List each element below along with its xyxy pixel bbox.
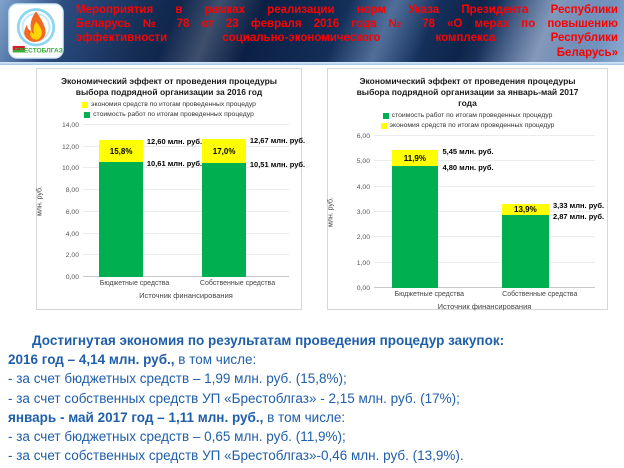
savings-segment (202, 139, 245, 162)
y-axis-tick: 6,00 (65, 208, 79, 216)
savings-percent-label: 15,8% (109, 146, 133, 156)
total-value-label: 5,45 млн. руб. (442, 146, 494, 156)
summary-2017-total-bold: январь - май 2017 год – 1,11 млн. руб., (8, 409, 264, 425)
cost-segment (502, 215, 548, 288)
total-value-label: 3,33 млн. руб. (553, 200, 605, 210)
y-axis-title-2017: млн. руб. (327, 197, 335, 227)
summary-2017-total-rest: в том числе: (263, 409, 346, 425)
summary-2017-own-item: - за счет собственных средств УП «Брестоблгаз»-0,46 млн. руб. (13,9%). (8, 448, 464, 464)
savings-segment (392, 150, 438, 166)
y-axis-tick: 14,00 (61, 122, 79, 129)
summary-2016-total-rest: в том числе: (174, 352, 257, 368)
chart-panel-2017 (327, 68, 608, 310)
plot-area-2017 (327, 133, 605, 292)
legend-entry (381, 122, 555, 130)
x-axis-title-2017: Источник финансирования (437, 302, 532, 311)
legend-swatch (383, 113, 389, 119)
slide-title-line-3: эффективности социально-экономического комплекса Республики (76, 32, 618, 45)
savings-segment (99, 140, 142, 162)
brestoblgaz-flame-logo-icon (7, 3, 65, 59)
savings-segment (502, 204, 548, 216)
y-axis-tick: 12,00 (61, 143, 79, 151)
savings-percent-label: 11,9% (403, 153, 426, 163)
y-axis-tick: 0,00 (356, 285, 370, 292)
cost-value-label: 4,80 млн. руб. (442, 163, 494, 173)
slide-title-line-2: Беларусь № 78 от 23 февраля 2016 года № 78 «О мерах по повышению (76, 18, 618, 31)
total-value-label: 12,67 млн. руб. (249, 136, 306, 146)
chart-title-2017: Экономический эффект от проведения процедуры выбора подрядной организации за январь-май 2017 года (356, 76, 579, 108)
x-category-label: Собственные средства (199, 280, 276, 287)
chart-legend-2016 (37, 101, 301, 119)
cost-segment (392, 166, 438, 288)
legend-label: стоимость работ по итогам проведенных процедур (391, 112, 553, 119)
y-axis-tick: 8,00 (65, 187, 79, 195)
slide-title (76, 3, 618, 60)
bar-slot (83, 125, 203, 277)
y-axis-tick: 0,00 (65, 274, 79, 281)
legend-swatch (82, 102, 88, 108)
y-axis-tick: 2,00 (356, 234, 370, 242)
total-value-label: 12,60 млн. руб. (146, 137, 203, 147)
plot-area-2016 (36, 122, 306, 281)
chart-panel-2016 (36, 68, 306, 310)
y-axis-tick: 4,00 (356, 183, 370, 191)
legend-swatch (84, 112, 90, 118)
x-axis-title-2016: Источник финансирования (139, 291, 233, 300)
legend-entry (82, 101, 256, 109)
savings-percent-label: 13,9% (514, 204, 537, 214)
summary-2016-total (8, 350, 618, 369)
legend-swatch (381, 123, 387, 129)
savings-percent-label: 17,0% (212, 146, 236, 156)
stacked-bar (99, 125, 142, 277)
cost-value-label: 2,87 млн. руб. (553, 212, 605, 222)
slide-title-line-1: Мероприятия в рамках реализации норм Указа Президента Республики (76, 4, 618, 16)
bar-slot (374, 136, 494, 288)
bar-slot (186, 125, 306, 277)
cost-segment (99, 162, 142, 277)
y-axis-tick: 4,00 (65, 230, 79, 238)
cost-segment (202, 163, 245, 277)
summary-2016-budget-item: - за счет бюджетных средств – 1,99 млн. руб. (15,8%); (8, 371, 347, 387)
y-axis-tick: 10,00 (61, 165, 79, 173)
stacked-bar (202, 125, 245, 277)
summary-2017-total (8, 408, 618, 427)
logo-caption: БРЕСТОБЛГАЗ (14, 47, 63, 55)
y-axis-title-2016: млн. руб. (36, 186, 44, 216)
bar-slot (485, 136, 605, 288)
legend-entry (383, 112, 553, 120)
chart-title-2016: Экономический эффект от проведения процедуры выбора подрядной организации за 2016 год (60, 76, 278, 97)
stacked-bar (502, 136, 548, 288)
summary-text-block (8, 331, 618, 465)
y-axis-tick: 3,00 (356, 209, 370, 216)
summary-2016-total-bold: 2016 год – 4,14 млн. руб., (8, 352, 175, 368)
y-axis-tick: 1,00 (356, 259, 370, 267)
slide-header (0, 0, 624, 62)
x-category-label: Бюджетные средства (394, 291, 464, 298)
summary-2016-own-item: - за счет собственных средств УП «Брестоблгаз» - 2,15 млн. руб. (17%); (8, 390, 460, 406)
cost-value-label: 10,61 млн. руб. (146, 158, 203, 168)
slide-title-line-4: Беларусь» (556, 46, 618, 59)
stacked-bar (392, 136, 438, 288)
y-axis-tick: 5,00 (356, 158, 370, 166)
cost-value-label: 10,51 млн. руб. (249, 159, 306, 169)
x-axis-categories-2017 (374, 291, 595, 298)
legend-label: экономия средств по итогам проведенных процедур (91, 101, 256, 108)
x-category-label: Бюджетные средства (99, 280, 170, 287)
summary-2017-budget-item: - за счет бюджетных средств – 0,65 млн. руб. (11,9%); (8, 429, 346, 445)
x-category-label: Собственные средства (502, 291, 578, 298)
chart-legend-2017 (328, 112, 607, 130)
legend-entry (84, 111, 254, 119)
y-axis-tick: 2,00 (65, 252, 79, 260)
y-axis-tick: 6,00 (356, 133, 370, 140)
legend-label: стоимость работ по итогам проведенных процедур (93, 111, 254, 118)
summary-heading: Достигнутая экономия по результатам проведения процедур закупок: (32, 333, 505, 348)
legend-label: экономия средств по итогам проведенных процедур (389, 122, 555, 129)
header-divider (0, 62, 624, 65)
x-axis-categories-2016 (83, 280, 289, 287)
